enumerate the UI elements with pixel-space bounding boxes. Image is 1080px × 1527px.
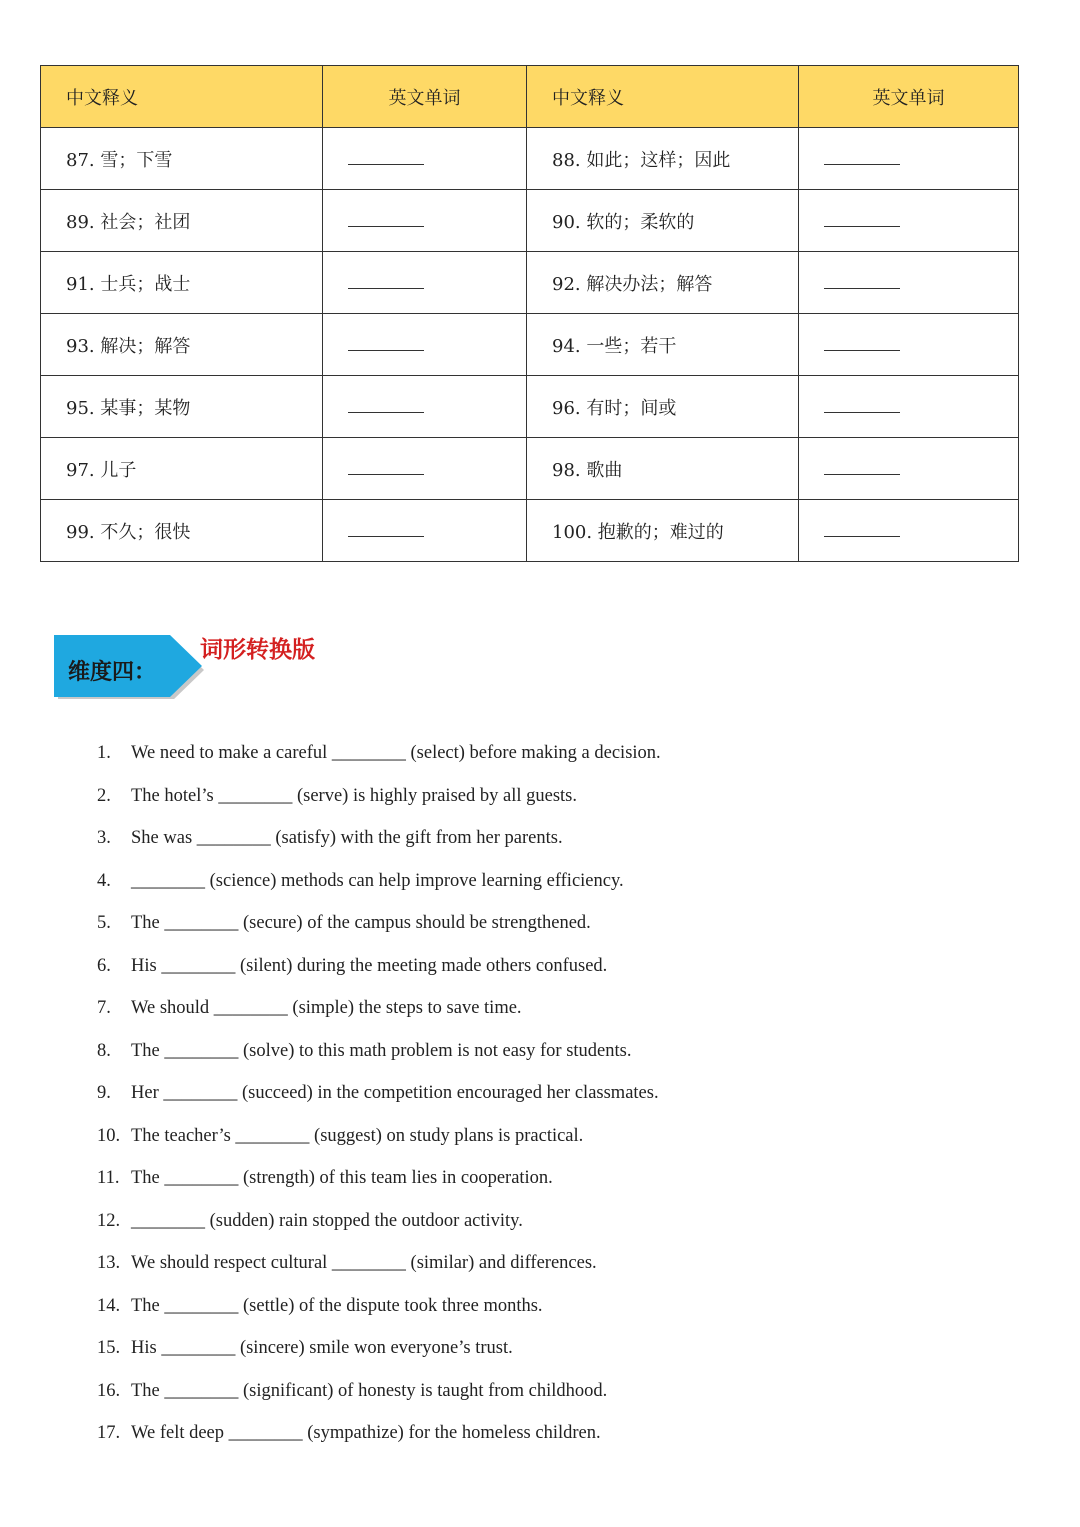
exercise-number: 16. (97, 1380, 121, 1401)
exercise-item (97, 1123, 997, 1166)
exercise-item (97, 1378, 997, 1421)
exercise-sentence: We should respect cultural ________ (similar) and differences. (131, 1253, 597, 1273)
exercise-sentence: ________ (sudden) rain stopped the outdoor activity. (131, 1210, 523, 1231)
exercise-sentence: She was ________ (satisfy) with the gift from her parents. (131, 828, 563, 848)
exercise-number: 9. (97, 1083, 111, 1103)
chinese-meaning-cell: 94. 一些；若干 (527, 314, 799, 376)
exercise-item (97, 783, 997, 826)
exercise-sentence: The hotel’s ________ (serve) is highly praised by all guests. (131, 785, 577, 806)
chinese-meaning-cell: 92. 解决办法；解答 (527, 252, 799, 314)
exercise-list (97, 740, 997, 1463)
vocabulary-table (40, 65, 1019, 562)
answer-blank-cell[interactable] (799, 190, 1019, 252)
exercise-item (97, 1293, 997, 1336)
exercise-number: 10. (97, 1125, 121, 1146)
table-row (41, 128, 1019, 190)
chinese-meaning-cell: 91. 士兵；战士 (41, 252, 323, 314)
exercise-sentence: The ________ (strength) of this team lies in cooperation. (131, 1168, 553, 1188)
chinese-meaning-cell: 95. 某事；某物 (41, 376, 323, 438)
answer-blank-line[interactable] (348, 215, 424, 227)
answer-blank-line[interactable] (824, 153, 900, 165)
answer-blank-cell[interactable] (799, 376, 1019, 438)
exercise-sentence: We should ________ (simple) the steps to save time. (131, 998, 522, 1018)
exercise-number: 3. (97, 828, 111, 848)
exercise-number: 11. (97, 1168, 120, 1188)
exercise-sentence: His ________ (silent) during the meeting made others confused. (131, 955, 608, 976)
answer-blank-cell[interactable] (799, 500, 1019, 562)
exercise-item (97, 1165, 997, 1208)
header-english-word-1: 英文单词 (323, 66, 527, 128)
section-title: 词形转换版 (200, 636, 315, 663)
answer-blank-line[interactable] (348, 339, 424, 351)
answer-blank-cell[interactable] (799, 314, 1019, 376)
exercise-sentence: The ________ (solve) to this math problem is not easy for students. (131, 1040, 632, 1061)
table-row (41, 252, 1019, 314)
answer-blank-cell[interactable] (799, 438, 1019, 500)
exercise-item (97, 740, 997, 783)
answer-blank-cell[interactable] (323, 376, 527, 438)
exercise-number: 5. (97, 913, 111, 933)
exercise-item (97, 910, 997, 953)
table-row (41, 438, 1019, 500)
exercise-sentence: We need to make a careful ________ (select) before making a decision. (131, 743, 661, 763)
chinese-meaning-cell: 96. 有时；间或 (527, 376, 799, 438)
exercise-number: 13. (97, 1253, 121, 1273)
exercise-number: 6. (97, 955, 111, 976)
exercise-sentence: Her ________ (succeed) in the competition encouraged her classmates. (131, 1083, 659, 1103)
exercise-item (97, 1250, 997, 1293)
exercise-item (97, 1335, 997, 1378)
section-label: 维度四： (68, 659, 157, 685)
header-english-word-2: 英文单词 (799, 66, 1019, 128)
answer-blank-line[interactable] (824, 401, 900, 413)
chinese-meaning-cell: 98. 歌曲 (527, 438, 799, 500)
section-banner (54, 633, 214, 699)
exercise-number: 8. (97, 1040, 111, 1061)
chinese-meaning-cell: 88. 如此；这样；因此 (527, 128, 799, 190)
exercise-item (97, 953, 997, 996)
exercise-sentence: The ________ (significant) of honesty is taught from childhood. (131, 1380, 608, 1401)
answer-blank-line[interactable] (348, 277, 424, 289)
header-chinese-meaning-2: 中文释义 (527, 66, 799, 128)
answer-blank-cell[interactable] (323, 252, 527, 314)
chinese-meaning-cell: 90. 软的；柔软的 (527, 190, 799, 252)
exercise-number: 17. (97, 1423, 121, 1443)
exercise-item (97, 868, 997, 911)
exercise-number: 2. (97, 785, 111, 806)
exercise-number: 15. (97, 1338, 121, 1358)
chinese-meaning-cell: 99. 不久；很快 (41, 500, 323, 562)
answer-blank-line[interactable] (824, 339, 900, 351)
answer-blank-cell[interactable] (799, 252, 1019, 314)
exercise-item (97, 1208, 997, 1251)
answer-blank-line[interactable] (824, 525, 900, 537)
chinese-meaning-cell: 100. 抱歉的；难过的 (527, 500, 799, 562)
exercise-number: 7. (97, 998, 111, 1018)
exercise-number: 14. (97, 1295, 121, 1316)
exercise-number: 12. (97, 1210, 121, 1231)
exercise-sentence: The ________ (settle) of the dispute took three months. (131, 1295, 543, 1316)
answer-blank-cell[interactable] (323, 128, 527, 190)
exercise-sentence: The ________ (secure) of the campus should be strengthened. (131, 913, 591, 933)
answer-blank-line[interactable] (824, 463, 900, 475)
chinese-meaning-cell: 89. 社会；社团 (41, 190, 323, 252)
header-chinese-meaning-1: 中文释义 (41, 66, 323, 128)
exercise-item (97, 1420, 997, 1463)
exercise-sentence: His ________ (sincere) smile won everyone’s trust. (131, 1338, 513, 1358)
answer-blank-line[interactable] (824, 215, 900, 227)
answer-blank-cell[interactable] (323, 314, 527, 376)
exercise-item (97, 1080, 997, 1123)
chinese-meaning-cell: 87. 雪；下雪 (41, 128, 323, 190)
exercise-number: 4. (97, 870, 111, 891)
table-row (41, 314, 1019, 376)
table-row (41, 376, 1019, 438)
exercise-sentence: ________ (science) methods can help improve learning efficiency. (131, 870, 624, 891)
chinese-meaning-cell: 93. 解决；解答 (41, 314, 323, 376)
table-row (41, 190, 1019, 252)
exercise-sentence: We felt deep ________ (sympathize) for the homeless children. (131, 1423, 601, 1443)
chinese-meaning-cell: 97. 儿子 (41, 438, 323, 500)
answer-blank-line[interactable] (348, 153, 424, 165)
answer-blank-line[interactable] (348, 463, 424, 475)
answer-blank-cell[interactable] (799, 128, 1019, 190)
answer-blank-cell[interactable] (323, 190, 527, 252)
answer-blank-line[interactable] (348, 401, 424, 413)
answer-blank-line[interactable] (824, 277, 900, 289)
answer-blank-cell[interactable] (323, 438, 527, 500)
table-row (41, 500, 1019, 562)
answer-blank-cell[interactable] (323, 500, 527, 562)
exercise-item (97, 1038, 997, 1081)
answer-blank-line[interactable] (348, 525, 424, 537)
table-header-row (41, 66, 1019, 128)
exercise-item (97, 825, 997, 868)
exercise-sentence: The teacher’s ________ (suggest) on study plans is practical. (131, 1125, 584, 1146)
exercise-number: 1. (97, 743, 111, 763)
exercise-item (97, 995, 997, 1038)
